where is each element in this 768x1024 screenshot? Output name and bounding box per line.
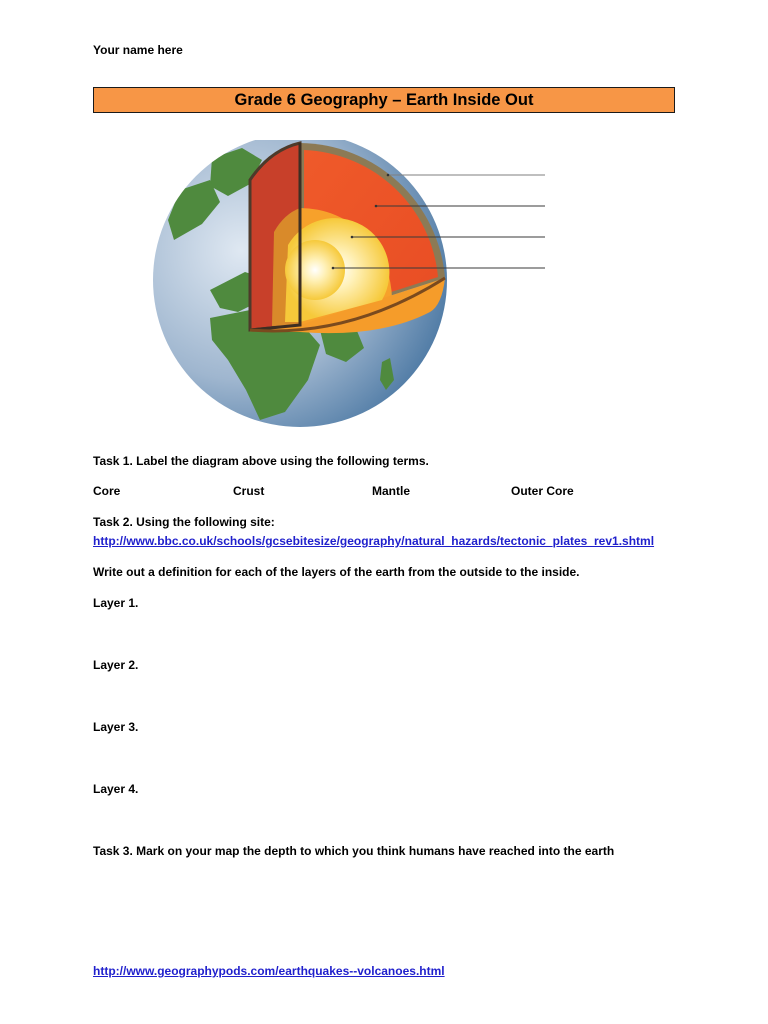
term-mantle: Mantle <box>372 484 411 498</box>
layer-3-label: Layer 3. <box>93 720 139 734</box>
layer-4-label: Layer 4. <box>93 782 139 796</box>
title-banner <box>93 87 675 113</box>
author-placeholder: Your name here <box>93 43 183 57</box>
geographypods-link[interactable]: http://www.geographypods.com/earthquakes--volcanoes.html <box>93 964 445 978</box>
page-title: Grade 6 Geography – Earth Inside Out <box>234 90 534 109</box>
earth-layers-diagram <box>150 140 590 430</box>
bbc-bitesize-link[interactable]: http://www.bbc.co.uk/schools/gcsebitesize/geography/natural_hazards/tectonic_plates_rev1.shtml <box>93 534 655 548</box>
task2-definition-instruction: Write out a definition for each of the layers of the earth from the outside to the inside. <box>93 565 580 579</box>
layer-2-label: Layer 2. <box>93 658 139 672</box>
layer-1-label: Layer 1. <box>93 596 139 610</box>
term-core: Core <box>93 484 121 498</box>
task2-instruction: Task 2. Using the following site: <box>93 515 275 529</box>
task3-instruction: Task 3. Mark on your map the depth to which you think humans have reached into the earth <box>93 844 615 858</box>
core-center <box>285 240 345 300</box>
term-crust: Crust <box>233 484 265 498</box>
task1-instruction: Task 1. Label the diagram above using the following terms. <box>93 454 429 468</box>
term-outer-core: Outer Core <box>511 484 574 498</box>
